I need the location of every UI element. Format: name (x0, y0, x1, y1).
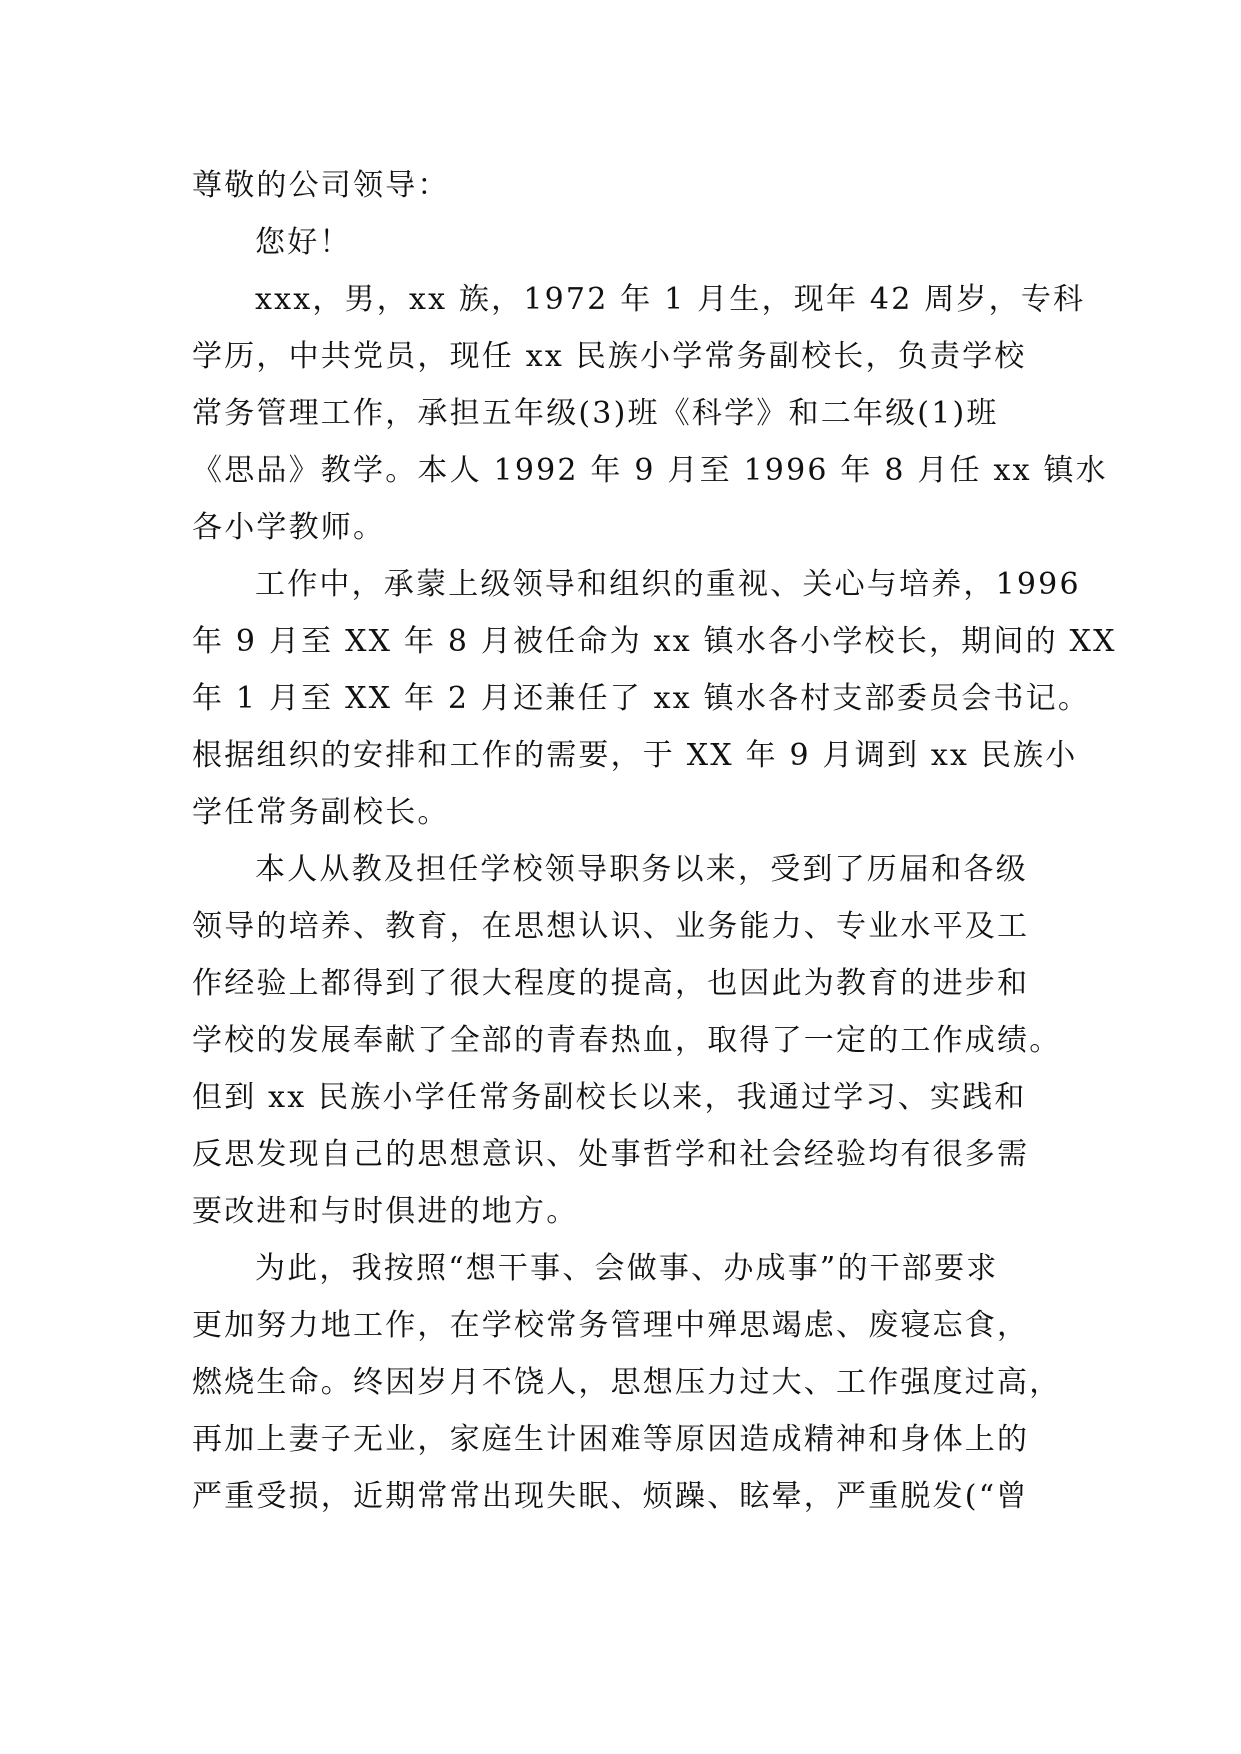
paragraph-3-line-2: 领导的培养、教育，在思想认识、业务能力、专业水平及工 (192, 909, 1030, 944)
paragraph-4-line-5: 严重受损，近期常常出现失眠、烦躁、眩晕，严重脱发(“曾 (192, 1479, 1029, 1514)
paragraph-1-line-3: 常务管理工作，承担五年级(3)班《科学》和二年级(1)班 (192, 396, 999, 431)
paragraph-4-line-3: 燃烧生命。终因岁月不饶人，思想压力过大、工作强度过高， (192, 1365, 1062, 1400)
paragraph-2-line-4: 根据组织的安排和工作的需要，于 XX 年 9 月调到 xx 民族小 (192, 738, 1078, 773)
paragraph-2-line-5: 学任常务副校长。 (192, 795, 450, 830)
paragraph-3-line-5: 但到 xx 民族小学任常务副校长以来，我通过学习、实践和 (192, 1080, 1027, 1115)
paragraph-1-line-4: 《思品》教学。本人 1992 年 9 月至 1996 年 8 月任 xx 镇水 (192, 453, 1108, 488)
paragraph-4-line-4: 再加上妻子无业，家庭生计困难等原因造成精神和身体上的 (192, 1422, 1030, 1457)
paragraph-1-line-5: 各小学教师。 (192, 510, 386, 545)
paragraph-3-line-6: 反思发现自己的思想意识、处事哲学和社会经验均有很多需 (192, 1137, 1030, 1172)
paragraph-2-line-1: 工作中，承蒙上级领导和组织的重视、关心与培养，1996 (255, 567, 1081, 602)
paragraph-4-line-2: 更加努力地工作，在学校常务管理中殚思竭虑、废寝忘食， (192, 1308, 1030, 1343)
salutation: 尊敬的公司领导： (192, 168, 450, 203)
paragraph-3-line-4: 学校的发展奉献了全部的青春热血，取得了一定的工作成绩。 (192, 1023, 1062, 1058)
paragraph-4-line-1: 为此，我按照“想干事、会做事、办成事”的干部要求 (255, 1251, 999, 1286)
paragraph-2-line-3: 年 1 月至 XX 年 2 月还兼任了 xx 镇水各村支部委员会书记。 (192, 681, 1091, 716)
paragraph-1-line-1: xxx，男，xx 族，1972 年 1 月生，现年 42 周岁，专科 (255, 282, 1086, 317)
paragraph-2-line-2: 年 9 月至 XX 年 8 月被任命为 xx 镇水各小学校长，期间的 XX (192, 624, 1117, 659)
greeting: 您好！ (255, 225, 352, 260)
paragraph-1-line-2: 学历，中共党员，现任 xx 民族小学常务副校长，负责学校 (192, 339, 1027, 374)
paragraph-3-line-7: 要改进和与时俱进的地方。 (192, 1194, 579, 1229)
paragraph-3-line-1: 本人从教及担任学校领导职务以来，受到了历届和各级 (255, 852, 1028, 887)
paragraph-3-line-3: 作经验上都得到了很大程度的提高，也因此为教育的进步和 (192, 966, 1030, 1001)
